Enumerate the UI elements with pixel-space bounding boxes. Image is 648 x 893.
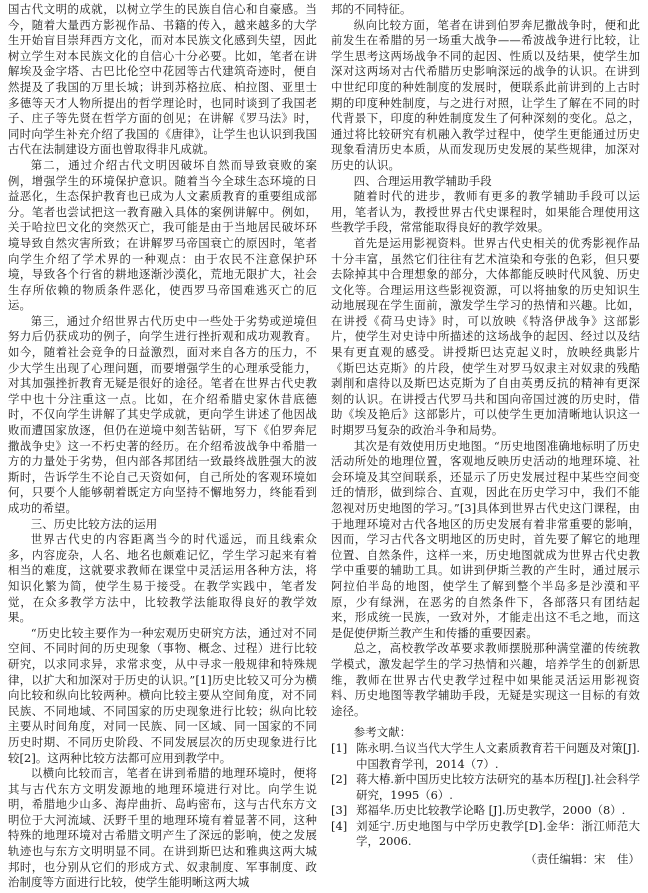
reference-text: 郑福华.历史比较教学论略 [J].历史教学，2000（8）. xyxy=(356,803,626,818)
right-paragraphs xyxy=(331,2,640,719)
reference-item xyxy=(331,772,640,803)
paragraph: 随着时代的进步，教师有更多的教学辅助手段可以运用，笔者认为，教授世界古代史课程时，如果能合理使用这些教学手段，常常能取得良好的教学效果。 xyxy=(331,189,640,235)
references-list xyxy=(331,741,640,850)
reference-item xyxy=(331,803,640,819)
reference-number: [3] xyxy=(331,803,348,818)
reference-number: [2] xyxy=(331,772,348,787)
paragraph: 第二，通过介绍古代文明因破坏自然而导致衰败的案例，增强学生的环境保护意识。随着当今全球生态环境的日益恶化，生态保护教育也已成为人文素质教育的重要组成部分。笔者也尝试把这一教育融入具体的案例讲解中。例如，关于哈拉巴文化的突然灭亡，我可能是由于当地居民破坏环境导致自然灾害所致；在讲解罗马帝国衰亡的原因时，笔者向学生介绍了学术界的一种观点：由于农民不注意保护环境，导致各个行省的耕地逐渐沙漠化，荒地无限扩大，社会生存所依赖的物质条件恶化，使西罗马帝国难逃灭亡的厄运。 xyxy=(8,157,317,313)
left-column xyxy=(8,2,317,893)
editor-note: （责任编辑：宋 佳） xyxy=(525,852,640,867)
paragraph: “历史比较主要作为一种宏观历史研究方法，通过对不同空间、不同时间的历史现象（事物、概念、过程）进行比较研究，以求同求异，求常求变，从中寻求一般规律和特殊规律，以扩大和加深对于历史的认识。”[1]历史比较又可分为横向比较和纵向比较两种。横向比较主要从空间角度，对不同民族、不同地域、不同国家的历史现象进行比较；纵向比较主要从时间角度，对同一民族、同一区域、同一国家的不同历史时期、不同历史阶段、不同发展层次的历史现象进行比较[2]。这两种比较方法都可应用到教学中。 xyxy=(8,625,317,765)
paragraph: 总之，高校教学改革要求教师摆脱那种满堂灌的传统教学模式，激发起学生的学习热情和兴趣，培养学生的创新思维，教师在世界古代史教学过程中如果能灵活运用影视资料、历史地图等教学辅助手段，无疑是实现这一目标的有效途径。 xyxy=(331,641,640,718)
reference-text: 陈永明.刍议当代大学生人文素质教育若干问题及对策[J].中国教育学刊，2014（7）. xyxy=(356,740,640,771)
reference-text: 蒋大椿.新中国历史比较方法研究的基本历程[J].社会科学研究，1995（6）. xyxy=(356,772,640,802)
paragraph: 邦的不同特征。 xyxy=(331,2,412,16)
paragraph: 其次是有效使用历史地图。“历史地图准确地标明了历史活动所处的地理位置，客观地反映历史活动的地理环境、社会环境及其空间联系，还显示了历史发展过程中某些空间变迁的情形，做到综合、直观，因此在历史学习中，我们不能忽视对历史地图的学习。”[3]具体到世界古代史这门课程，由于地理环境对古代各地区的历史发展有着非常重要的影响，因而，学习古代各文明地区的历史时，首先要了解它的地理位置、自然条件，这样一来，历史地图就成为世界古代史教学中重要的辅助工具。如讲到伊斯兰教的产生时，通过展示阿拉伯半岛的地图，使学生了解到整个半岛多是沙漠和平原，少有绿洲，在恶劣的自然条件下，各部落只有团结起来，形成统一民族，一致对外，才能走出这不毛之地，而这是促使伊斯兰教产生和传播的重要因素。 xyxy=(331,438,640,640)
paragraph: 世界古代史的内容距离当今的时代遥远，而且线索众多，内容庞杂，人名、地名也颇难记忆，学生学习起来有着相当的难度，这就要求教师在课堂中灵活运用各种方法，将知识化繁为简，使学生易于接受。在教学实践中，笔者发觉，在众多教学方法中，比较教学法能取得良好的教学效果。 xyxy=(8,532,317,625)
reference-item xyxy=(331,819,640,850)
paragraph: 第三，通过介绍世界古代历史中一些处于劣势或逆境但努力后仍获成功的例子，向学生进行挫折观和成功观教育。如今，随着社会竞争的日益激烈，面对来自各方的压力，不少大学生出现了心理问题，而要增强学生的心理承受能力，对其加强挫折教育无疑是很好的途径。笔者在世界古代史教学中也十分注重这一点。比如，在介绍希腊史家休昔底德时，不仅向学生讲解了其史学成就，更向学生讲述了他因战败而遭国家放逐，但仍在逆境中刻苦钻研，写下《伯罗奔尼撒战争史》这一不朽史著的经历。在介绍希波战争中希腊一方的力量处于劣势，但内部各邦团结一致最终战胜强大的波斯时，告诉学生不论自己天资如何，自己所处的客观环境如何，只要个人能够朝着既定方向坚持不懈地努力，终能看到成功的希望。 xyxy=(8,313,317,515)
reference-number: [4] xyxy=(331,818,348,833)
reference-number: [1] xyxy=(331,740,348,755)
paragraph: 三、历史比较方法的运用 xyxy=(30,516,158,531)
paragraph: 国古代文明的成就，以树立学生的民族自信心和自豪感。当今，随着大量西方影视作品、书籍的传入，越来越多的大学生开始盲目崇拜西方文化，而对本民族文化感到失望，因此树立学生对本民族文化的自信心十分必要。比如，笔者在讲解埃及金字塔、古巴比伦空中花园等古代建筑奇迹时，便自然提及了我国的万里长城；讲到苏格拉底、柏拉图、亚里士多德等天才人物所提出的哲学理论时，也同时谈到了我国老子、庄子等先贤在哲学方面的创见；在讲解《罗马法》时，同时向学生补充介绍了我国的《唐律》，让学生也认识到我国古代在法制建设方面也曾取得非凡成就。 xyxy=(8,2,317,157)
paragraph: 纵向比较方面，笔者在讲到伯罗奔尼撒战争时，便和此前发生在希腊的另一场重大战争——希波战争进行比较，让学生思考这两场战争不同的起因、性质以及结果，使学生加深对这两场对古代希腊历史影响深远的战争的认识。在讲到中世纪印度的种姓制度的发展时，便联系此前讲到的上古时期的印度种姓制度，与之进行对照，让学生了解在不同的时代背景下，印度的种姓制度发生了何种深刻的变化。总之，通过将比较研究有机融入教学过程中，使学生更能通过历史现象看清历史本质，从而发现历史发展的某些规律，加深对历史的认识。 xyxy=(331,17,640,172)
reference-text: 刘延宁.历史地图与中学历史教学[D].金华：浙江师范大学，2006. xyxy=(356,818,640,849)
right-column xyxy=(331,2,640,893)
references-title: 参考文献： xyxy=(353,725,412,740)
paragraph: 以横向比较而言，笔者在讲到希腊的地理环境时，便将其与古代东方文明发源地的地理环境进行对比。向学生说明，希腊地少山多、海岸曲折、岛屿密布，这与古代东方文明位于大河流域、沃野千里的地理环境有着显著不同，这种特殊的地理环境对古希腊文明产生了深远的影响，使之发展轨迹也与东方文明明显不同。在讲到斯巴达和雅典这两大城邦时，也分别从它们的形成方式、奴隶制度、军事制度、政治制度等方面进行比较，使学生能明晰这两大城 xyxy=(8,766,317,890)
paragraph: 首先是运用影视资料。世界古代史相关的优秀影视作品十分丰富，虽然它们往往有艺术渲染和夸张的色彩，但只要去除掉其中合理想象的部分，大体都能反映时代风貌、历史文化等。合理运用这些影视资源，可以将抽象的历史知识生动地展现在学生面前，激发学生学习的热情和兴趣。比如，在讲授《荷马史诗》时，可以放映《特洛伊战争》这部影片，使学生对史诗中所描述的这场战争的起因、经过以及结果有更直观的感受。讲授斯巴达克起义时，放映经典影片《斯巴达克斯》的片段，使学生对罗马奴隶主对奴隶的残酷剥削和虐待以及斯巴达克斯为了自由英勇反抗的精神有更深刻的认识。在讲授古代罗马共和国向帝国过渡的历史时，借助《埃及艳后》这部影片，可以使学生更加清晰地认识这一时期罗马复杂的政治斗争和局势。 xyxy=(331,235,640,438)
paragraph: 四、合理运用教学辅助手段 xyxy=(353,173,492,188)
reference-item xyxy=(331,741,640,772)
